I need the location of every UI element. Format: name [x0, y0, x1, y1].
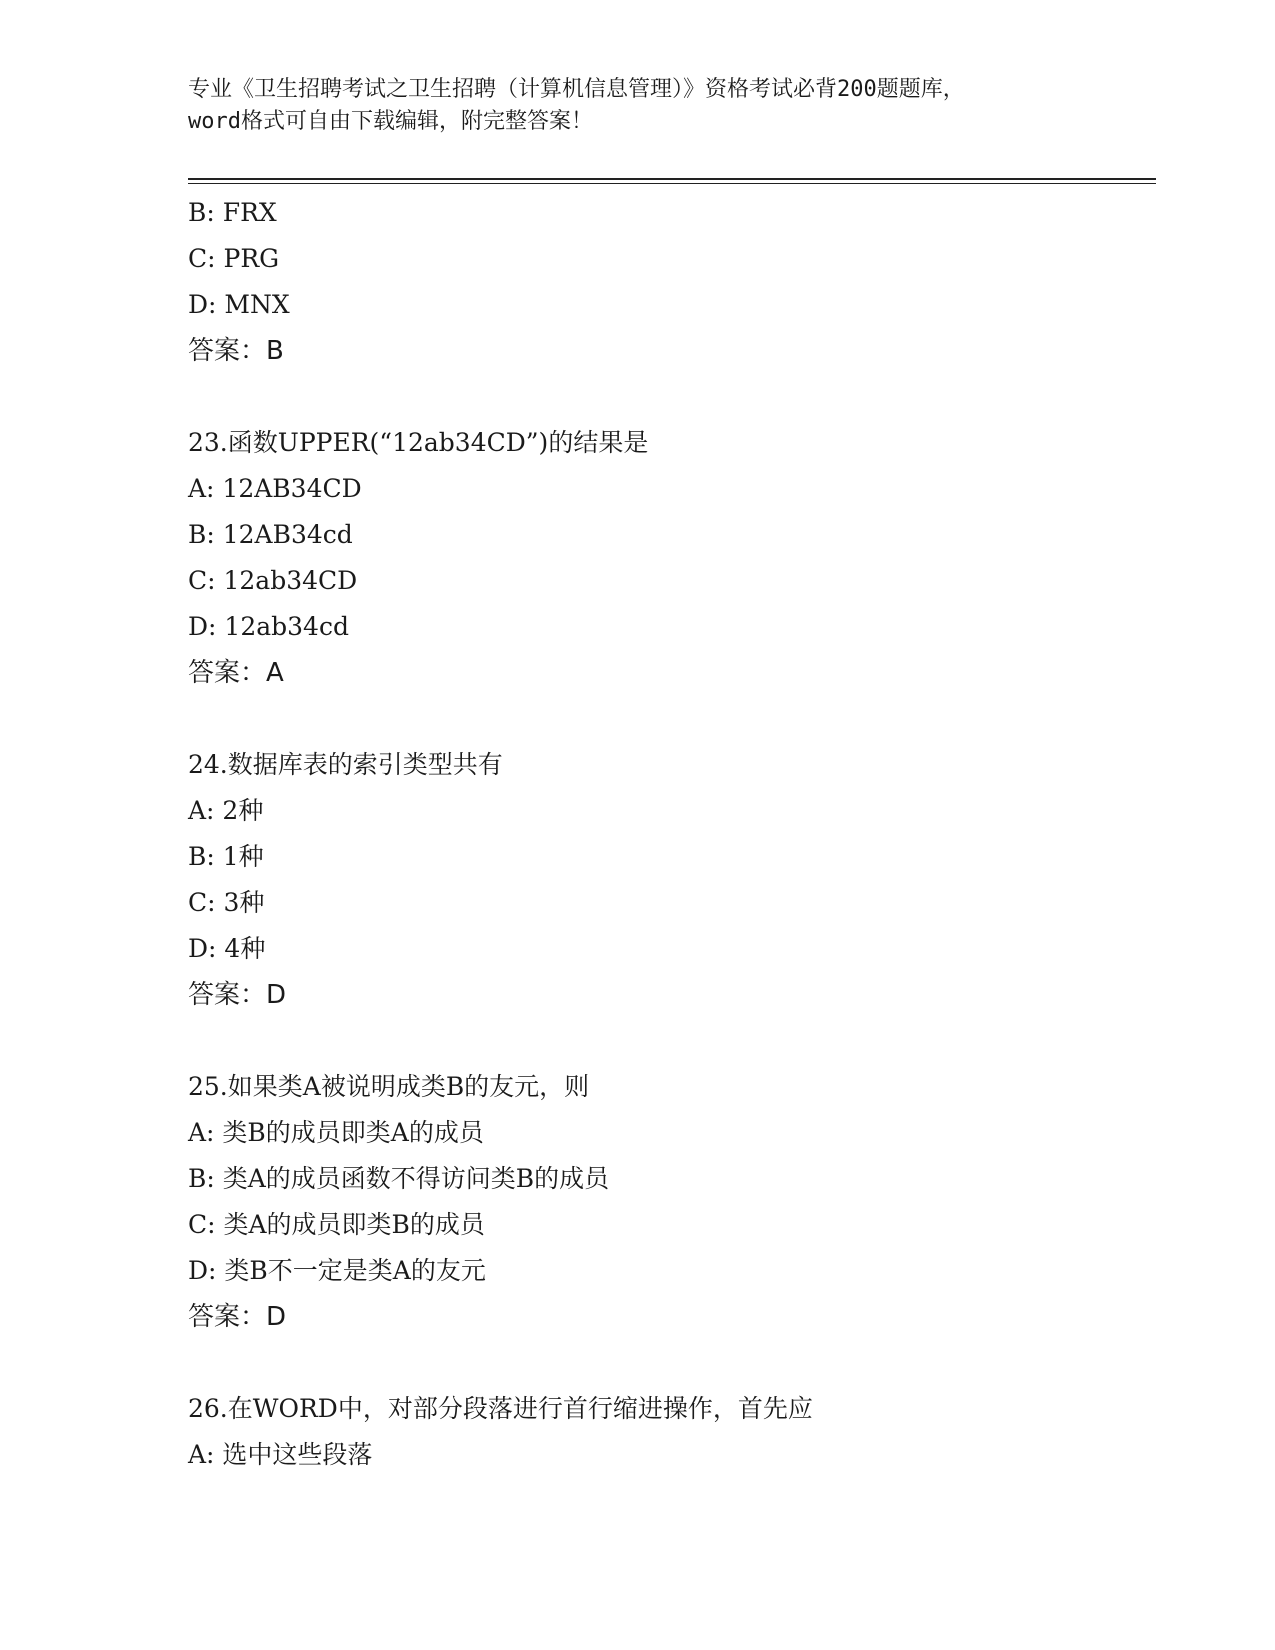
option-b: B: FRX [188, 198, 277, 227]
option-a: A: 12AB34CD [188, 474, 362, 503]
header-divider-thick [188, 178, 1156, 180]
answer-line: 答案：B [188, 336, 284, 366]
document-header [188, 74, 1088, 138]
option-d: D: MNX [188, 290, 290, 319]
option-c: C: 3种 [188, 888, 265, 917]
header-title-line-1: 专业《卫生招聘考试之卫生招聘（计算机信息管理）》资格考试必背200题题库， [188, 77, 965, 102]
question-stem: 25.如果类A被说明成类B的友元，则 [188, 1072, 590, 1101]
option-a: A: 类B的成员即类A的成员 [188, 1118, 484, 1147]
option-a: A: 2种 [188, 796, 264, 825]
spacer [188, 1340, 1148, 1386]
answer-line: 答案：A [188, 658, 284, 688]
option-d: D: 12ab34cd [188, 612, 349, 641]
question-list [188, 190, 1148, 1478]
option-a: A: 选中这些段落 [188, 1440, 373, 1469]
answer-line: 答案：D [188, 980, 287, 1010]
option-b: B: 类A的成员函数不得访问类B的成员 [188, 1164, 610, 1193]
spacer [188, 1018, 1148, 1064]
spacer [188, 696, 1148, 742]
question-stem: 26.在WORD中，对部分段落进行首行缩进操作，首先应 [188, 1394, 813, 1423]
spacer [188, 374, 1148, 420]
question-stem: 24.数据库表的索引类型共有 [188, 750, 503, 779]
option-b: B: 1种 [188, 842, 264, 871]
option-d: D: 4种 [188, 934, 266, 963]
header-divider-thin [188, 183, 1156, 184]
header-title-line-2: word格式可自由下载编辑，附完整答案！ [188, 109, 593, 134]
option-c: C: PRG [188, 244, 280, 273]
question-stem: 23.函数UPPER(“12ab34CD”)的结果是 [188, 428, 649, 457]
option-c: C: 12ab34CD [188, 566, 358, 595]
option-b: B: 12AB34cd [188, 520, 353, 549]
option-c: C: 类A的成员即类B的成员 [188, 1210, 485, 1239]
option-d: D: 类B不一定是类A的友元 [188, 1256, 486, 1285]
answer-line: 答案：D [188, 1302, 287, 1332]
